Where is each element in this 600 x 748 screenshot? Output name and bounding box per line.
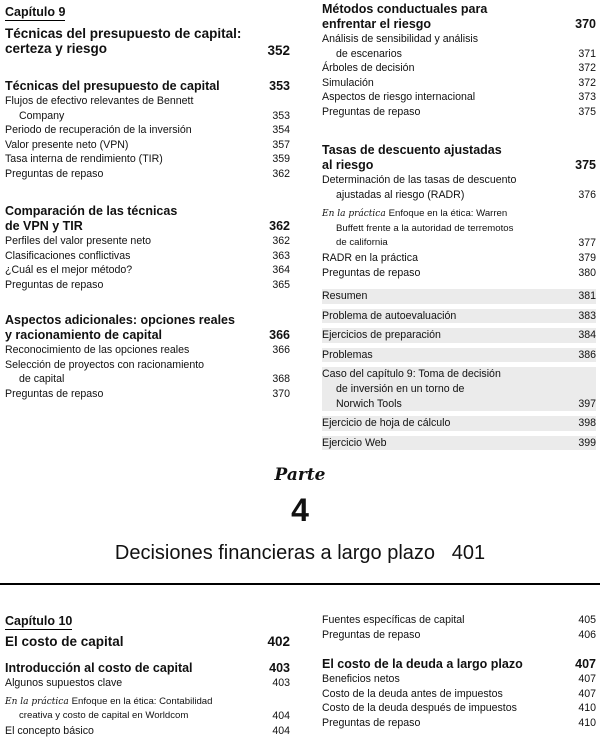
toc-item[interactable]: Selección de proyectos con racionamiento <box>5 358 205 371</box>
chapter-title-page: 402 <box>267 634 290 649</box>
toc-item[interactable]: RADR en la práctica 379 <box>322 251 596 264</box>
toc-item[interactable]: Preguntas de repaso 380 <box>322 266 596 279</box>
toc-item[interactable]: Preguntas de repaso 406 <box>322 628 596 641</box>
toc-item[interactable]: Preguntas de repaso 370 <box>5 387 290 400</box>
section-title: y racionamiento de capital <box>5 328 162 342</box>
toc-item[interactable]: Beneficios netos 407 <box>322 673 596 686</box>
section-page: 366 <box>269 328 290 342</box>
toc-item[interactable]: Company 353 <box>19 109 290 122</box>
chapter-title-page: 352 <box>267 43 290 58</box>
part-title-text: Decisiones financieras a largo plazo <box>114 542 436 564</box>
toc-item[interactable]: Perfiles del valor presente neto 362 <box>5 235 290 247</box>
toc-item[interactable]: ajustadas al riesgo (RADR) 376 <box>336 188 596 201</box>
toc-item-warmup[interactable]: Ejercicios de preparación 384 <box>322 329 596 342</box>
toc-item-summary[interactable]: Resumen 381 <box>322 290 596 302</box>
part-title-page: 401 <box>451 542 486 564</box>
section-intro <box>5 661 290 676</box>
toc-item[interactable]: Costo de la deuda antes de impuestos 407 <box>322 687 596 700</box>
section-comparison <box>5 204 290 292</box>
chapter-title: Técnicas del presupuesto de capital: certeza y riesgo <box>5 26 242 56</box>
toc-item-problems[interactable]: Problemas 386 <box>322 348 596 361</box>
left-column-bottom <box>5 612 290 738</box>
toc-item-spreadsheet[interactable]: Ejercicio de hoja de cálculo 398 <box>322 417 596 430</box>
toc-item[interactable]: Tasa interna de rendimiento (TIR) 359 <box>5 153 290 166</box>
section-title-line1: Aspectos adicionales: opciones reales <box>5 313 235 327</box>
toc-item[interactable]: Análisis de sensibilidad y análisis <box>322 33 479 45</box>
practice-prefix: En la práctica <box>322 209 386 220</box>
toc-item[interactable]: Reconocimiento de las opciones reales 366 <box>5 344 290 356</box>
toc-item[interactable]: Clasificaciones conflictivas 363 <box>5 249 290 262</box>
toc-item[interactable]: Preguntas de repaso 365 <box>5 278 290 291</box>
section-page: 362 <box>269 219 290 233</box>
section-title: al riesgo <box>322 158 374 172</box>
section-title-line1: Comparación de las técnicas <box>5 204 178 218</box>
chapter-10-title <box>5 634 290 649</box>
section-title: Introducción al costo de capital <box>5 661 193 675</box>
chapter-label: Capítulo 10 <box>5 614 73 628</box>
chapter-title: El costo de capital <box>5 634 124 649</box>
practice-box[interactable]: En la práctica Enfoque en la ética: Contabilidad creativa y costo de capital en Worldcom 404 <box>5 695 290 723</box>
section-title: Técnicas del presupuesto de capital <box>5 79 220 93</box>
part-title <box>0 542 600 565</box>
chapter-10-header <box>5 612 290 634</box>
section-title: enfrentar el riesgo <box>322 17 432 31</box>
section-page: 375 <box>575 158 596 172</box>
part-label: Parte <box>274 465 326 485</box>
section-techniques <box>5 79 290 182</box>
toc-item-web[interactable]: Ejercicio Web 399 <box>322 436 596 449</box>
toc-item[interactable]: ¿Cuál es el mejor método? 364 <box>5 264 290 277</box>
toc-item-self-test[interactable]: Problema de autoevaluación 383 <box>322 309 596 322</box>
toc-item[interactable]: de capital 368 <box>19 373 290 386</box>
section-title-line1: Métodos conductuales para <box>322 2 488 16</box>
end-matter <box>322 289 596 452</box>
toc-item[interactable]: Flujos de efectivo relevantes de Bennett <box>5 95 194 107</box>
toc-item[interactable]: Árboles de decisión 372 <box>322 62 596 75</box>
section-additional <box>5 313 290 401</box>
section-title: de VPN y TIR <box>5 219 83 233</box>
section-title: El costo de la deuda a largo plazo <box>322 657 523 672</box>
toc-item[interactable]: Costo de la deuda después de impuestos 410 <box>322 702 596 715</box>
chapter-9-title <box>5 26 290 56</box>
toc-item[interactable]: Simulación 372 <box>322 76 596 89</box>
section-long-term-debt <box>322 657 596 672</box>
toc-item[interactable]: Periodo de recuperación de la inversión 354 <box>5 124 290 137</box>
toc-item[interactable]: de escenarios 371 <box>336 47 596 60</box>
toc-item[interactable]: Aspectos de riesgo internacional 373 <box>322 91 596 104</box>
toc-item[interactable]: Determinación de las tasas de descuento <box>322 174 517 186</box>
toc-item[interactable]: Valor presente neto (VPN) 357 <box>5 138 290 151</box>
toc-item[interactable]: Preguntas de repaso 375 <box>322 105 596 118</box>
toc-item[interactable]: Preguntas de repaso 410 <box>322 716 596 729</box>
part-divider-rule <box>0 583 600 585</box>
section-page: 403 <box>269 661 290 675</box>
part-number: 4 <box>291 492 309 528</box>
section-discount-rates <box>322 143 596 280</box>
toc-item[interactable]: Fuentes específicas de capital 405 <box>322 614 596 626</box>
section-behavioral <box>322 2 596 120</box>
chapter-9-header <box>5 3 290 27</box>
practice-prefix: En la práctica <box>5 696 69 707</box>
section-title-line1: Tasas de descuento ajustadas <box>322 143 502 157</box>
toc-item[interactable]: Preguntas de repaso 362 <box>5 167 290 180</box>
toc-item[interactable]: Algunos supuestos clave 403 <box>5 677 290 689</box>
toc-item-case[interactable]: Caso del capítulo 9: Toma de decisión de inversión en un torno de Norwich Tools 397 <box>322 368 596 410</box>
section-page: 370 <box>575 17 596 31</box>
practice-box[interactable]: En la práctica Enfoque en la ética: Warren Buffett frente a la autoridad de terremotos de california 377 <box>322 208 596 250</box>
chapter-label: Capítulo 9 <box>5 5 66 19</box>
right-column-bottom <box>322 613 596 731</box>
section-page: 353 <box>269 79 290 93</box>
section-page: 407 <box>575 657 596 672</box>
toc-item[interactable]: El concepto básico 404 <box>5 724 290 737</box>
